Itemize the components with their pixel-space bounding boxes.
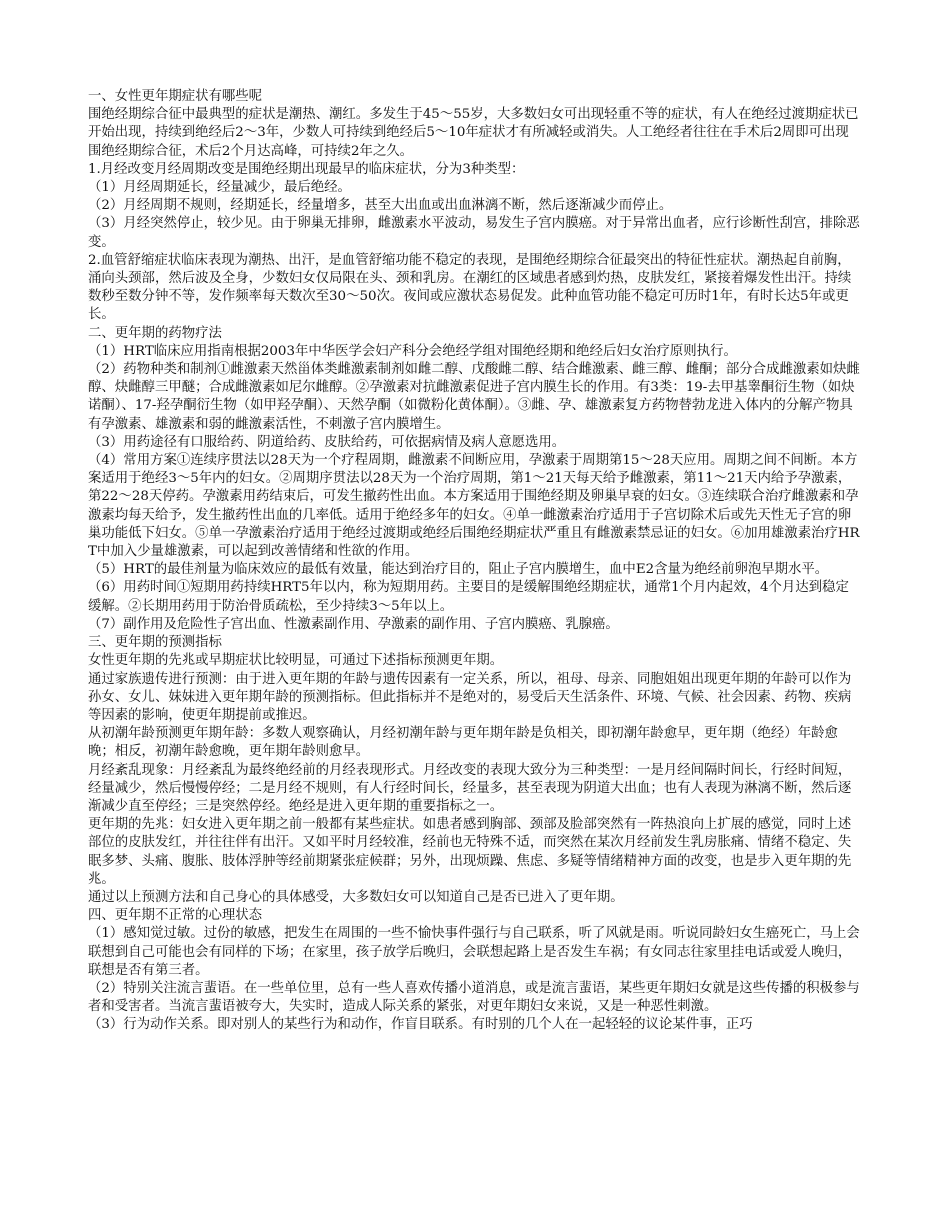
paragraph: （1）HRT临床应用指南根据2003年中华医学会妇产科分会绝经学组对围绝经期和绝经后妇女治疗原则执行。 <box>88 343 737 359</box>
section-heading-2: 二、更年期的药物疗法 <box>88 325 222 341</box>
section-heading-3: 三、更年期的预测指标 <box>88 635 222 651</box>
paragraph: 通过以上预测方法和自己身心的具体感受，大多数妇女可以知道自己是否已进入了更年期。 <box>88 889 624 905</box>
paragraph: （6）用药时间①短期用药持续HRT5年以内，称为短期用药。主要目的是缓解围绝经期症状，通常1个月内起效，4个月达到稳定缓解。②长期用药用于防治骨质疏松，至少持续3～5年以上。 <box>88 580 849 614</box>
paragraph: （7）副作用及危险性子宫出血、性激素副作用、孕激素的副作用、子宫内膜癌、乳腺癌。 <box>88 616 619 632</box>
paragraph: 月经紊乱现象：月经紊乱为最终绝经前的月经表现形式。月经改变的表现大致分为三种类型：一是月经间隔时间长，行经时间短，经量减少，然后慢慢停经；二是月经不规则，有人行经时间长，经量多，甚至表现为阴道大出血；也有人表现为淋漓不断，然后逐渐减少直至停经；三是突然停经。绝经是进入更年期的重要指标之一。 <box>88 762 852 814</box>
paragraph: 女性更年期的先兆或早期症状比较明显，可通过下述指标预测更年期。 <box>88 653 504 669</box>
section-heading-1: 一、女性更年期症状有哪些呢 <box>88 89 263 104</box>
paragraph: （4）常用方案①连续序贯法以28天为一个疗程周期，雌激素不间断应用，孕激素于周期第15～28天应用。周期之间不间断。本方案适用于绝经3～5年内的妇女。②周期序贯法以28天为一个治疗周期，第1～21天每天给予雌激素，第11～21天内给予孕激素，第22～28天停药。孕激素用药结束后，可发生撤药性出血。本方案适用于围绝经期及卵巢早衰的妇女。③连续联合治疗雌激素和孕激素均每天给予，发生撤药性出血的几率低。适用于绝经多年的妇女。④单一雌激素治疗适用于子宫切除术后或先天性无子宫的卵巢功能低下妇女。⑤单一孕激素治疗适用于绝经过渡期或绝经后围绝经期症状严重且有雌激素禁忌证的妇女。⑥加用雄激素治疗HRT中加入少量雄激素，可以起到改善情绪和性欲的作用。 <box>88 453 860 560</box>
paragraph: 2.血管舒缩症状临床表现为潮热、出汗，是血管舒缩功能不稳定的表现，是围绝经期综合征最突出的特征性症状。潮热起自前胸，涌向头颈部，然后波及全身，少数妇女仅局限在头、颈和乳房。在潮红的区域患者感到灼热，皮肤发红，紧接着爆发性出汗。持续数秒至数分钟不等，发作频率每天数次至30～50次。夜间或应激状态易促发。此种血管功能不稳定可历时1年，有时长达5年或更长。 <box>88 252 852 323</box>
paragraph: 通过家族遗传进行预测：由于进入更年期的年龄与遗传因素有一定关系，所以，祖母、母亲、同胞姐姐出现更年期的年龄可以作为孙女、女儿、妹妹进入更年期年龄的预测指标。但此指标并不是绝对的，易受后天生活条件、环境、气候、社会因素、药物、疾病等因素的影响，使更年期提前或推迟。 <box>88 671 852 723</box>
paragraph: （5）HRT的最佳剂量为临床效应的最低有效量，能达到治疗目的，阻止子宫内膜增生，血中E2含量为绝经前卵泡早期水平。 <box>88 562 829 578</box>
section-heading-4: 四、更年期不正常的心理状态 <box>88 908 263 924</box>
document-page <box>88 88 862 1035</box>
paragraph: 1.月经改变月经周期改变是围绝经期出现最早的临床症状，分为3种类型： <box>88 161 525 177</box>
paragraph: （3）用药途径有口服给药、阴道给药、皮肤给药，可依据病情及病人意愿选用。 <box>88 434 566 450</box>
paragraph: （1）感知觉过敏。过份的敏感，把发生在周围的一些不愉快事件强行与自己联系，听了风就是雨。听说同龄妇女生癌死亡，马上会联想到自己可能也会有同样的下场；在家里，孩子放学后晚归，会联想起路上是否发生车祸；有女同志往家里挂电话或爱人晚归，联想是否有第三者。 <box>88 926 860 978</box>
paragraph: （1）月经周期延长，经量减少，最后绝经。 <box>88 180 351 196</box>
paragraph: （2）月经周期不规则，经期延长，经量增多，甚至大出血或出血淋漓不断，然后逐渐减少而停止。 <box>88 198 673 214</box>
paragraph: （2）特别关注流言蜚语。在一些单位里，总有一些人喜欢传播小道消息，或是流言蜚语，某些更年期妇女就是这些传播的积极参与者和受害者。当流言蜚语被夸大，失实时，造成人际关系的紧张，对更年期妇女来说，又是一种恶性刺激。 <box>88 980 860 1015</box>
paragraph: （3）月经突然停止，较少见。由于卵巢无排卵，雌激素水平波动，易发生子宫内膜癌。对于异常出血者，应行诊断性刮宫，排除恶变。 <box>88 216 860 250</box>
paragraph: （3）行为动作关系。即对别人的某些行为和动作，作盲目联系。有时别的几个人在一起轻轻的议论某件事，正巧 <box>88 1017 753 1033</box>
paragraph: 从初潮年龄预测更年期年龄：多数人观察确认，月经初潮年龄与更年期年龄是负相关，即初潮年龄愈早，更年期（绝经）年龄愈晚；相反，初潮年龄愈晚，更年期年龄则愈早。 <box>88 726 838 760</box>
paragraph: 围绝经期综合征中最典型的症状是潮热、潮红。多发生于45～55岁，大多数妇女可出现轻重不等的症状，有人在绝经过渡期症状已开始出现，持续到绝经后2～3年，少数人可持续到绝经后5～10年症状才有所减轻或消失。人工绝经者往往在手术后2周即可出现围绝经期综合征，术后2个月达高峰，可持续2年之久。 <box>88 107 859 159</box>
paragraph: （2）药物种类和制剂①雌激素天然甾体类雌激素制剂如雌二醇、戊酸雌二醇、结合雌激素、雌三醇、雌酮；部分合成雌激素如炔雌醇、炔雌醇三甲醚；合成雌激素如尼尔雌醇。②孕激素对抗雌激素促进子宫内膜生长的作用。有3类：19-去甲基睾酮衍生物（如炔诺酮）、17-羟孕酮衍生物（如甲羟孕酮）、天然孕酮（如微粉化黄体酮）。③雌、孕、雄激素复方药物替勃龙进入体内的分解产物具有孕激素、雄激素和弱的雌激素活性，不刺激子宫内膜增生。 <box>88 362 860 432</box>
paragraph: 更年期的先兆：妇女进入更年期之前一般都有某些症状。如患者感到胸部、颈部及脸部突然有一阵热浪向上扩展的感觉，同时上述部位的皮肤发红，并往往伴有出汗。又如平时月经较准，经前也无特殊不适，而突然在某次月经前发生乳房胀痛、情绪不稳定、失眠多梦、头痛、腹胀、肢体浮肿等经前期紧张症候群；另外，出现烦躁、焦虑、多疑等情绪精神方面的改变，也是步入更年期的先兆。 <box>88 817 852 887</box>
